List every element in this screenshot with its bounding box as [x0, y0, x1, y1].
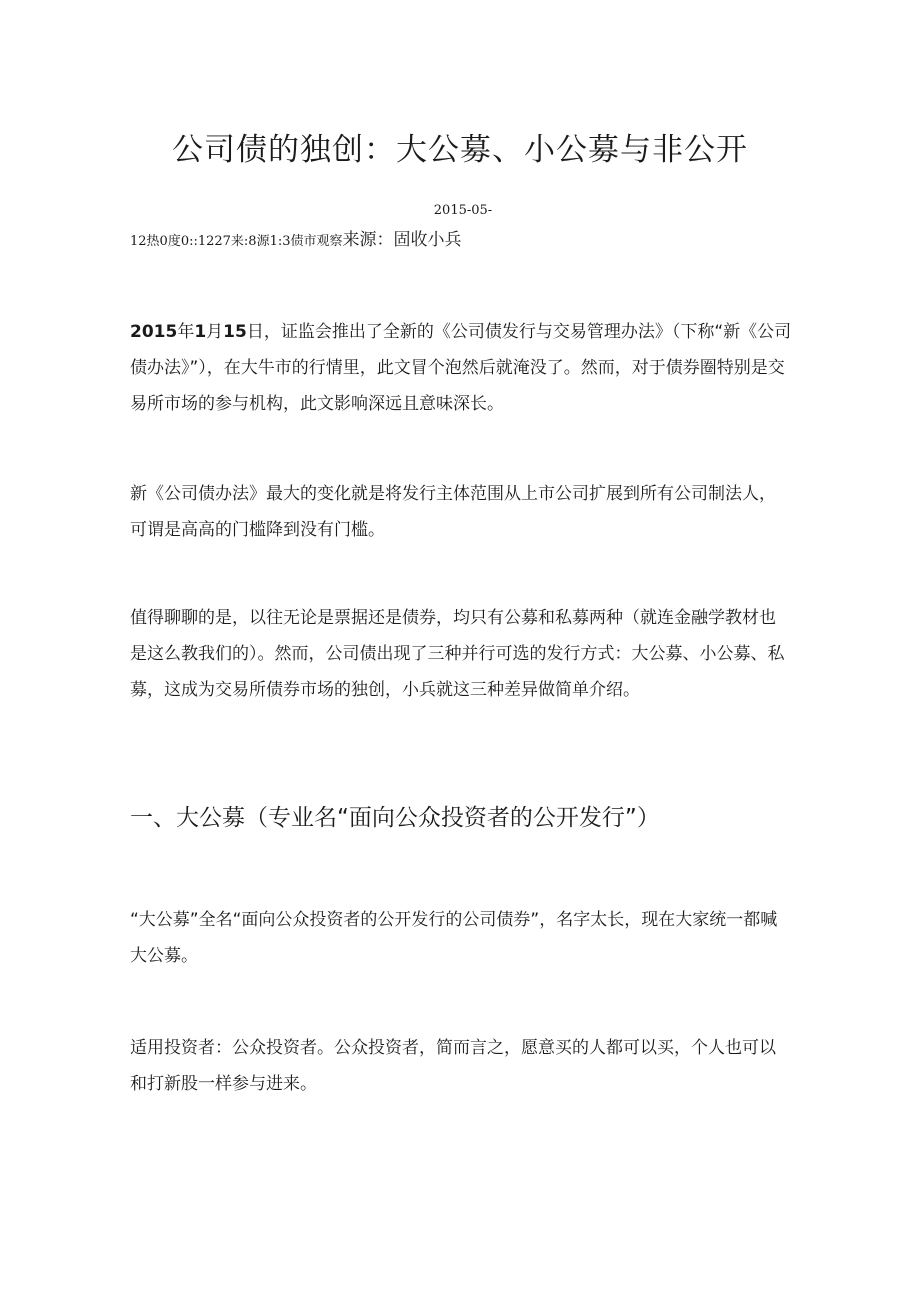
paragraph-methods: 值得聊聊的是，以往无论是票据还是债券，均只有公募和私募两种（就连金融学教材也是这么教我们的）。然而，公司债出现了三种并行可选的发行方式：大公募、小公募、私募，这成为交易所债券市场的独创，小兵就这三种差异做简单介绍。: [130, 608, 785, 700]
paragraph-change: 新《公司债办法》最大的变化就是将发行主体范围从上市公司扩展到所有公司制法人，可谓是高高的门槛降到没有门槛。: [130, 484, 776, 540]
article-meta: [130, 228, 462, 254]
article-title: 公司债的独创：大公募、小公募与非公开: [172, 132, 748, 168]
meta-stats: 12热0度0::1227来:8源1:3债市观察: [130, 234, 343, 249]
date-day: 15: [223, 322, 247, 342]
date-month-char: 月: [206, 322, 224, 342]
publish-date: 2015-05-: [433, 203, 493, 218]
date-year: 2015: [130, 322, 178, 342]
paragraph-intro-text: 日，证监会推出了全新的《公司债发行与交易管理办法》（下称“新《公司债办法》”），在大牛市的行情里，此文冒个泡然后就淹没了。然而，对于债券圈特别是交易所市场的参与机构，此文影响深远且意味深长。: [130, 322, 792, 414]
paragraph-intro: [130, 314, 792, 422]
meta-source: 来源：固收小兵: [342, 230, 462, 250]
date-year-char: 年: [177, 322, 195, 342]
section-heading-1: 一、大公募（专业名“面向公众投资者的公开发行”）: [130, 805, 660, 831]
paragraph-investors: 适用投资者：公众投资者。公众投资者，简而言之，愿意买的人都可以买，个人也可以和打新股一样参与进来。: [130, 1038, 776, 1094]
date-month: 1: [194, 322, 207, 342]
paragraph-da-gongmu: “大公募”全名“面向公众投资者的公开发行的公司债券”，名字太长，现在大家统一都喊大公募。: [130, 910, 778, 966]
